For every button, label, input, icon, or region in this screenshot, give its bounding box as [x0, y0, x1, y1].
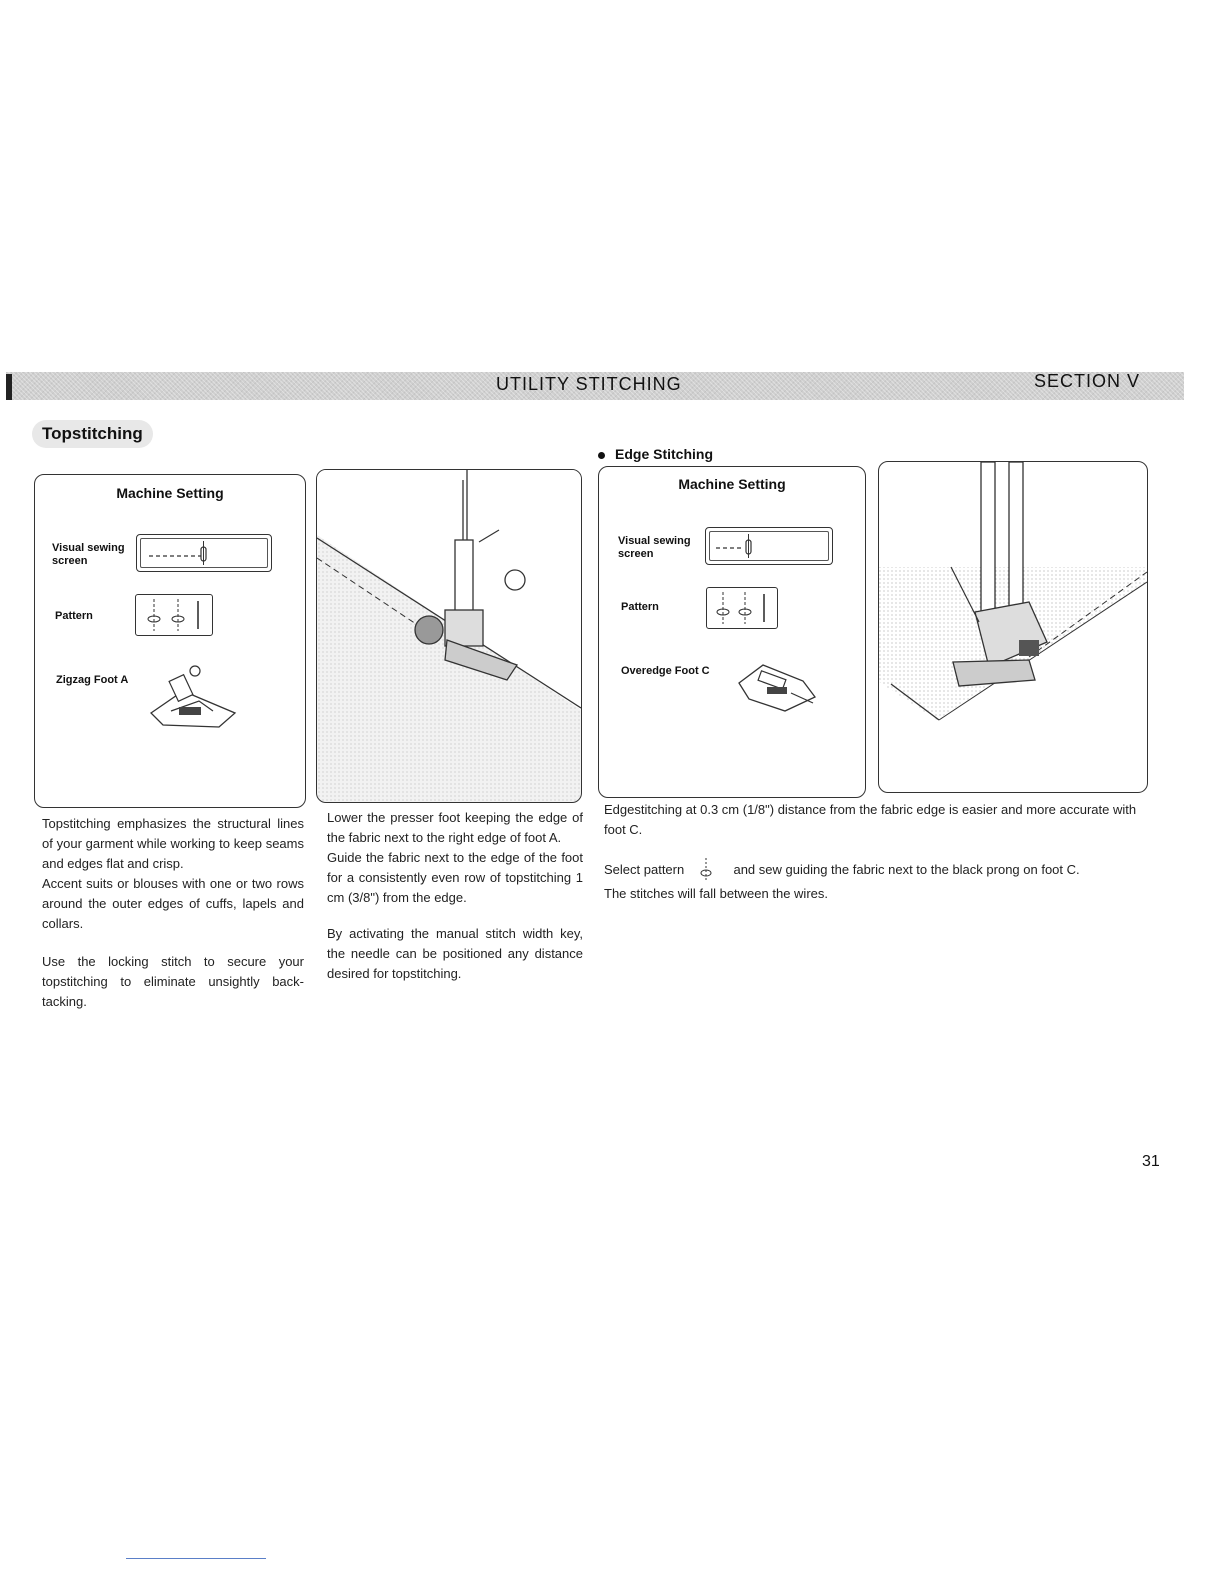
- header-section: SECTION V: [1034, 371, 1141, 391]
- needle-position-icon: [706, 528, 832, 564]
- machine-setting-title: Machine Setting: [678, 476, 786, 492]
- column-2-text: [327, 808, 583, 984]
- sew-guiding-text: and sew guiding the fabric next to the black prong on foot C.: [733, 862, 1080, 877]
- section-title: Topstitching: [32, 420, 153, 448]
- visual-screen-display: [705, 527, 833, 565]
- machine-setting-title: Machine Setting: [116, 485, 224, 501]
- visual-screen-label: Visual sewing screen: [618, 535, 691, 560]
- overedge-foot-c-icon: [733, 653, 823, 723]
- foot-label: Overedge Foot C: [621, 665, 710, 677]
- column-1-text: [42, 814, 304, 1012]
- bullet-icon: [598, 452, 605, 459]
- page-number: 31: [1142, 1153, 1160, 1170]
- edge-stitch-pattern-icon: [696, 858, 722, 880]
- foot-label: Zigzag Foot A: [56, 674, 129, 686]
- paragraph: Topstitching emphasizes the structural lines of your garment while working to keep seams and edges flat and crisp.: [42, 816, 304, 871]
- paragraph: Guide the fabric next to the edge of the foot for a consistently even row of topstitching 1 cm (3/8") from the edge.: [327, 850, 583, 905]
- overedge-foot-illustration-icon: [879, 462, 1147, 792]
- pattern-selector: [135, 594, 213, 636]
- topstitching-illustration: [316, 469, 582, 803]
- header-title: UTILITY STITCHING: [496, 374, 682, 394]
- paragraph: Lower the presser foot keeping the edge of the fabric next to the right edge of foot A.: [327, 810, 583, 845]
- column-3-text: [604, 800, 1154, 904]
- straight-stitch-pattern-icon: [136, 595, 212, 635]
- machine-setting-box-edge-stitching: [598, 466, 866, 798]
- edge-stitching-title: [598, 446, 713, 462]
- paragraph: By activating the manual stitch width key, the needle can be positioned any distance desired for topstitching.: [327, 926, 583, 981]
- edge-stitching-label: Edge Stitching: [615, 446, 713, 462]
- pattern-label: Pattern: [55, 610, 93, 622]
- zigzag-foot-a-icon: [143, 663, 243, 743]
- visual-screen-display: [136, 534, 272, 572]
- machine-setting-box-topstitching: [34, 474, 306, 808]
- paragraph: Use the locking stitch to secure your topstitching to eliminate unsightly back-tacking.: [42, 954, 304, 1009]
- edge-stitch-pattern-icon: [707, 588, 777, 628]
- paragraph: Accent suits or blouses with one or two rows around the outer edges of cuffs, lapels and collars.: [42, 876, 304, 931]
- presser-foot-illustration-icon: [317, 470, 581, 802]
- paragraph: The stitches will fall between the wires.: [604, 886, 828, 901]
- visual-screen-label: Visual sewing screen: [52, 542, 125, 567]
- paragraph: Edgestitching at 0.3 cm (1/8") distance from the fabric edge is easier and more accurate with foot C.: [604, 802, 1137, 837]
- header-mark: [6, 374, 12, 400]
- footer-rule: [126, 1558, 266, 1559]
- pattern-label: Pattern: [621, 601, 659, 613]
- edge-stitching-illustration: [878, 461, 1148, 793]
- pattern-selector: [706, 587, 778, 629]
- paragraph: [604, 858, 1154, 880]
- select-pattern-text: Select pattern: [604, 862, 685, 877]
- needle-position-icon: [137, 535, 271, 571]
